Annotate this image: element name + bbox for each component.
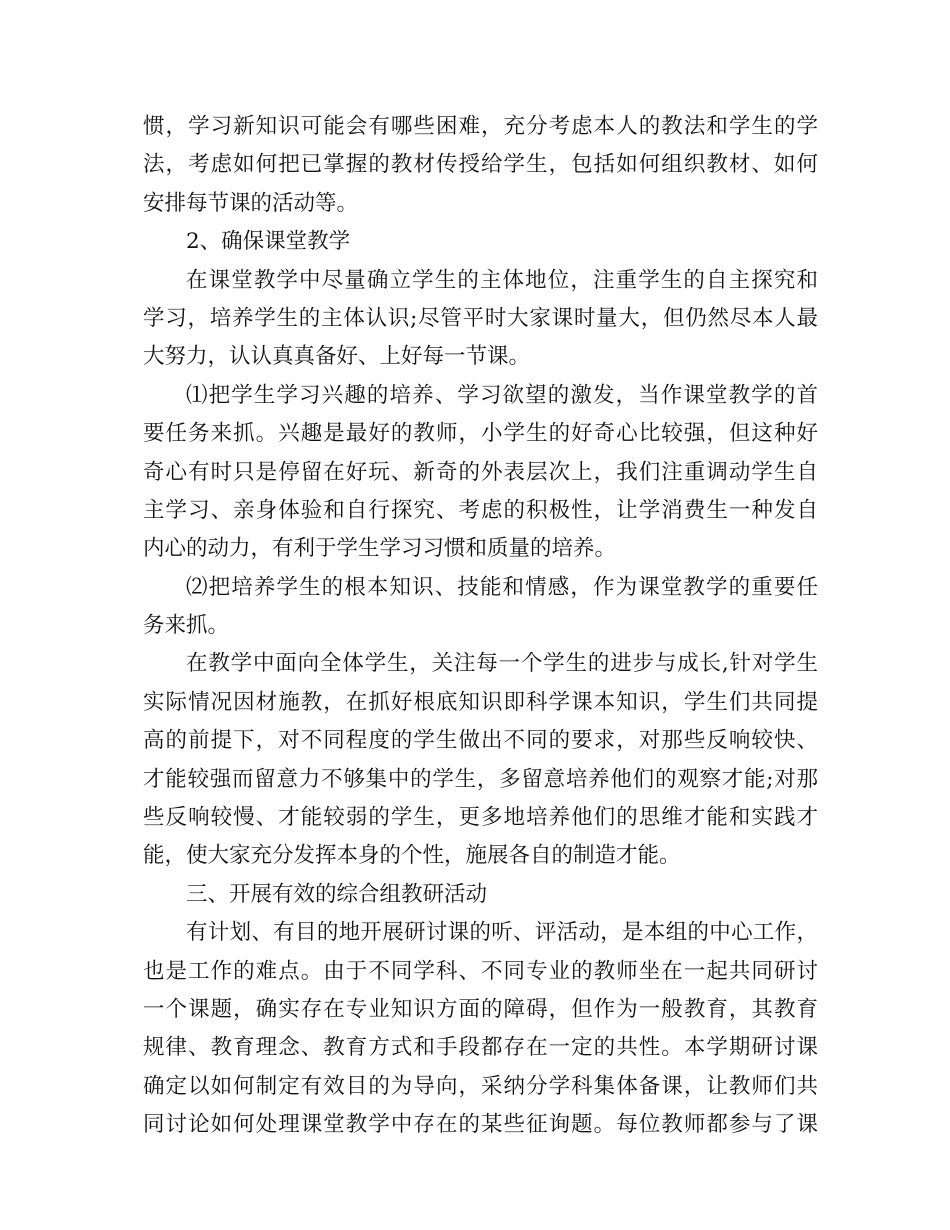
text-line: 才能较强而留意力不够集中的学生，多留意培养他们的观察才能;对那 bbox=[143, 766, 818, 792]
section-heading: 2、确保课堂教学 bbox=[186, 229, 351, 255]
text-line: 同讨论如何处理课堂教学中存在的某些征询题。每位教师都参与了课 bbox=[143, 1112, 818, 1138]
text-line: 规律、教育理念、教育方式和手段都存在一定的共性。本学期研讨课 bbox=[143, 1035, 818, 1061]
text-line: ⑴把学生学习兴趣的培养、学习欲望的激发，当作课堂教学的首 bbox=[186, 382, 818, 408]
text-line: 些反响较慢、才能较弱的学生，更多地培养他们的思维才能和实践才 bbox=[143, 805, 818, 831]
text-line: 内心的动力，有利于学生学习习惯和质量的培养。 bbox=[143, 536, 617, 562]
text-line: 法，考虑如何把已掌握的教材传授给学生，包括如何组织教材、如何 bbox=[143, 152, 818, 178]
text-line: 主学习、亲身体验和自行探究、考虑的积极性，让学消费生一种发自 bbox=[143, 497, 818, 523]
text-line: 大努力，认认真真备好、上好每一节课。 bbox=[143, 344, 531, 370]
text-line: ⑵把培养学生的根本知识、技能和情感，作为课堂教学的重要任 bbox=[186, 574, 818, 600]
text-line: 在课堂教学中尽量确立学生的主体地位，注重学生的自主探究和 bbox=[186, 267, 818, 293]
section-heading: 三、开展有效的综合组教研活动 bbox=[186, 881, 488, 907]
text-line: 也是工作的难点。由于不同学科、不同专业的教师坐在一起共同研讨 bbox=[143, 958, 818, 984]
document-page bbox=[143, 108, 818, 1145]
text-line: 惯，学习新知识可能会有哪些困难，充分考虑本人的教法和学生的学 bbox=[143, 114, 818, 139]
text-line: 一个课题，确实存在专业知识方面的障碍，但作为一般教育，其教育 bbox=[143, 996, 818, 1022]
text-line: 安排每节课的活动等。 bbox=[143, 190, 359, 216]
text-line: 确定以如何制定有效目的为导向，采纳分学科集体备课，让教师们共 bbox=[143, 1073, 818, 1099]
text-line: 在教学中面向全体学生，关注每一个学生的进步与成长,针对学生 bbox=[186, 651, 818, 677]
text-line: 要任务来抓。兴趣是最好的教师，小学生的好奇心比较强，但这种好 bbox=[143, 421, 818, 447]
text-line: 有计划、有目的地开展研讨课的听、评活动，是本组的中心工作， bbox=[186, 920, 818, 946]
text-line: 实际情况因材施教，在抓好根底知识即科学课本知识，学生们共同提 bbox=[143, 689, 818, 715]
text-line: 务来抓。 bbox=[143, 613, 230, 639]
text-line: 奇心有时只是停留在好玩、新奇的外表层次上，我们注重调动学生自 bbox=[143, 459, 818, 485]
text-line: 学习，培养学生的主体认识;尽管平时大家课时量大，但仍然尽本人最 bbox=[143, 305, 818, 331]
text-line: 高的前提下，对不同程度的学生做出不同的要求，对那些反响较快、 bbox=[143, 728, 818, 754]
text-line: 能，使大家充分发挥本身的个性，施展各自的制造才能。 bbox=[143, 843, 681, 869]
